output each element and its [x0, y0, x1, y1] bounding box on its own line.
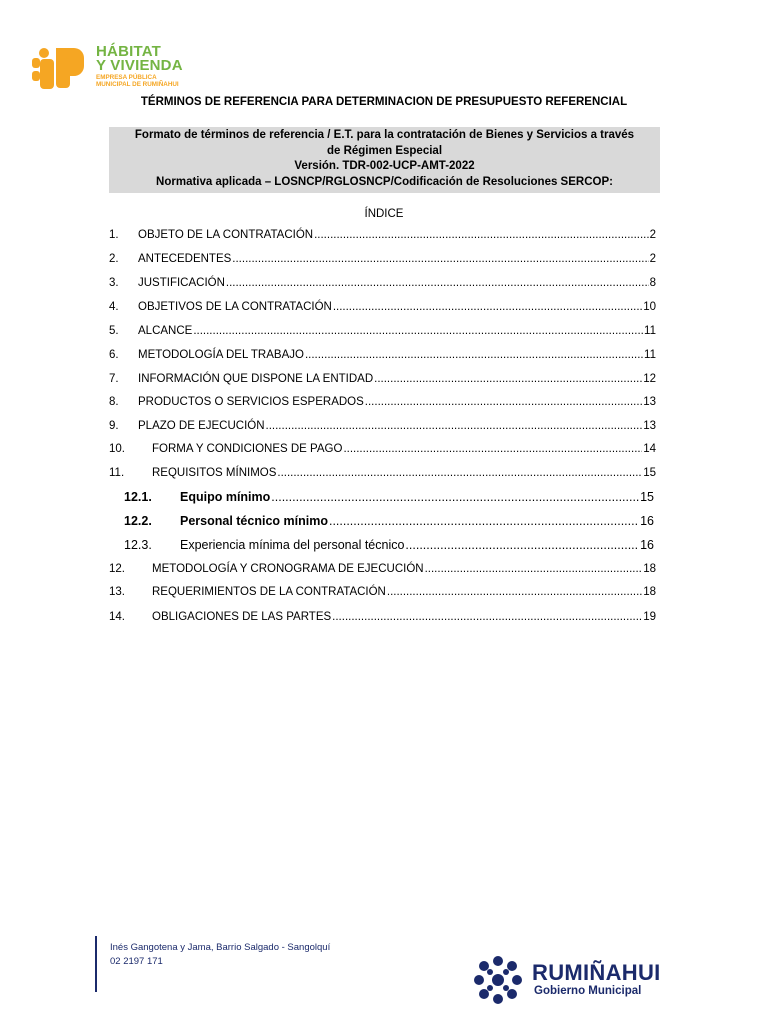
toc-entry-title: PLAZO DE EJECUCIÓN	[138, 420, 265, 432]
format-info-line-1: Formato de términos de referencia / E.T. para la contratación de Bienes y Servicios a través	[134, 129, 635, 141]
habitat-logo-icon	[30, 44, 92, 92]
toc-entry[interactable]	[109, 607, 656, 623]
toc-entry[interactable]	[109, 273, 656, 289]
toc-entry-title: OBJETO DE LA CONTRATACIÓN	[138, 229, 314, 241]
toc-entry-page: 13	[643, 420, 656, 432]
toc-leader-dots	[374, 373, 642, 385]
toc-entry-number: 5.	[109, 325, 119, 337]
toc-entry-number: 12.1.	[124, 490, 152, 504]
municipality-subtitle: Gobierno Municipal	[534, 985, 642, 997]
logo-text-line2: Y VIVIENDA	[96, 57, 183, 74]
toc-entry-page: 19	[643, 611, 656, 623]
toc-entry-title: REQUISITOS MÍNIMOS	[152, 467, 277, 479]
toc-leader-dots	[266, 420, 643, 432]
toc-entry-number: 10.	[109, 443, 125, 455]
toc-entry-number: 12.3.	[124, 538, 152, 552]
index-heading: ÍNDICE	[364, 208, 404, 220]
toc-entry-title: OBJETIVOS DE LA CONTRATACIÓN	[138, 301, 332, 313]
toc-entry-page: 11	[644, 325, 656, 337]
toc-entry-number: 12.2.	[124, 514, 152, 528]
toc-entry-number: 12.	[109, 563, 125, 575]
format-info-line-2: de Régimen Especial	[326, 144, 443, 157]
toc-entry-page: 14	[643, 443, 656, 455]
toc-entry-title: ANTECEDENTES	[138, 253, 232, 265]
rumiñahui-emblem-icon	[470, 952, 526, 1008]
toc-entry[interactable]	[109, 297, 656, 313]
toc-entry-title: JUSTIFICACIÓN	[138, 277, 225, 289]
toc-entry-title: Experiencia mínima del personal técnico	[180, 538, 405, 552]
toc-leader-dots	[271, 490, 639, 504]
toc-entry-number: 6.	[109, 349, 119, 361]
toc-leader-dots	[329, 514, 639, 528]
toc-leader-dots	[343, 443, 642, 455]
format-info-line-4: Normativa aplicada – LOSNCP/RGLOSNCP/Codificación de Resoluciones SERCOP:	[156, 175, 613, 188]
toc-entry[interactable]	[109, 463, 656, 479]
toc-entry-page: 13	[643, 396, 656, 408]
toc-entry-number: 2.	[109, 253, 119, 265]
logo-text-line3: EMPRESA PÚBLICA	[96, 74, 157, 81]
footer-divider	[95, 936, 97, 992]
toc-entry[interactable]	[109, 369, 656, 385]
toc-entry[interactable]	[109, 392, 656, 408]
toc-entry-title: OBLIGACIONES DE LAS PARTES	[152, 611, 332, 623]
toc-entry-number: 3.	[109, 277, 119, 289]
toc-entry-title: REQUERIMIENTOS DE LA CONTRATACIÓN	[152, 586, 386, 598]
toc-entry[interactable]	[124, 488, 654, 504]
toc-leader-dots	[226, 277, 649, 289]
toc-entry[interactable]	[109, 416, 656, 432]
toc-entry[interactable]	[109, 345, 656, 361]
toc-entry-title: METODOLOGÍA DEL TRABAJO	[138, 349, 304, 361]
toc-entry-page: 16	[640, 538, 654, 552]
toc-leader-dots	[305, 349, 643, 361]
toc-entry[interactable]	[109, 249, 656, 265]
logo-text-line1: HÁBITAT	[96, 43, 161, 60]
toc-entry-title: Equipo mínimo	[180, 490, 271, 504]
toc-leader-dots	[333, 301, 642, 313]
toc-entry-page: 15	[643, 467, 656, 479]
format-info-line-3: Versión. TDR-002-UCP-AMT-2022	[294, 160, 475, 172]
footer-address: Inés Gangotena y Jama, Barrio Salgado - Sangolquí	[110, 942, 331, 953]
toc-entry-number: 11.	[109, 467, 125, 479]
municipality-name: RUMIÑAHUI	[532, 960, 661, 985]
toc-leader-dots	[405, 538, 639, 552]
toc-entry-page: 16	[640, 514, 654, 528]
toc-leader-dots	[332, 611, 642, 623]
format-info-box	[109, 127, 660, 193]
document-title: TÉRMINOS DE REFERENCIA PARA DETERMINACION DE PRESUPUESTO REFERENCIAL	[140, 96, 628, 108]
toc-entry-title: INFORMACIÓN QUE DISPONE LA ENTIDAD	[138, 373, 374, 385]
toc-entry-page: 15	[640, 490, 654, 504]
habitat-vivienda-logo	[30, 44, 210, 92]
toc-entry-page: 8	[649, 277, 656, 289]
toc-entry-page: 10	[643, 301, 656, 313]
toc-entry-title: Personal técnico mínimo	[180, 514, 328, 528]
toc-leader-dots	[232, 253, 648, 265]
toc-entry[interactable]	[124, 512, 654, 528]
toc-entry[interactable]	[109, 321, 656, 337]
toc-entry-page: 2	[649, 229, 656, 241]
rumiñahui-logo	[470, 952, 670, 1008]
toc-entry[interactable]	[109, 559, 656, 575]
toc-leader-dots	[387, 586, 642, 598]
toc-entry-title: ALCANCE	[138, 325, 193, 337]
toc-entry-number: 13.	[109, 586, 125, 598]
toc-entry[interactable]	[109, 225, 656, 241]
toc-entry-page: 12	[643, 373, 656, 385]
toc-entry[interactable]	[124, 536, 654, 552]
logo-text-line4: MUNICIPAL DE RUMIÑAHUI	[96, 81, 179, 88]
toc-entry-number: 4.	[109, 301, 119, 313]
toc-entry-number: 14.	[109, 611, 125, 623]
toc-leader-dots	[365, 396, 642, 408]
toc-entry-title: METODOLOGÍA Y CRONOGRAMA DE EJECUCIÓN	[152, 563, 424, 575]
toc-entry-page: 18	[643, 563, 656, 575]
toc-entry-number: 7.	[109, 373, 119, 385]
toc-entry-number: 1.	[109, 229, 119, 241]
toc-entry-page: 11	[644, 349, 656, 361]
toc-entry[interactable]	[109, 582, 656, 598]
toc-entry-title: FORMA Y CONDICIONES DE PAGO	[152, 443, 343, 455]
toc-leader-dots	[193, 325, 643, 337]
toc-leader-dots	[425, 563, 643, 575]
toc-entry-number: 8.	[109, 396, 119, 408]
toc-entry-page: 18	[643, 586, 656, 598]
toc-entry[interactable]	[109, 439, 656, 455]
toc-entry-page: 2	[649, 253, 656, 265]
toc-entry-title: PRODUCTOS O SERVICIOS ESPERADOS	[138, 396, 364, 408]
footer-phone: 02 2197 171	[110, 956, 163, 967]
toc-leader-dots	[314, 229, 649, 241]
toc-leader-dots	[277, 467, 642, 479]
toc-entry-number: 9.	[109, 420, 119, 432]
